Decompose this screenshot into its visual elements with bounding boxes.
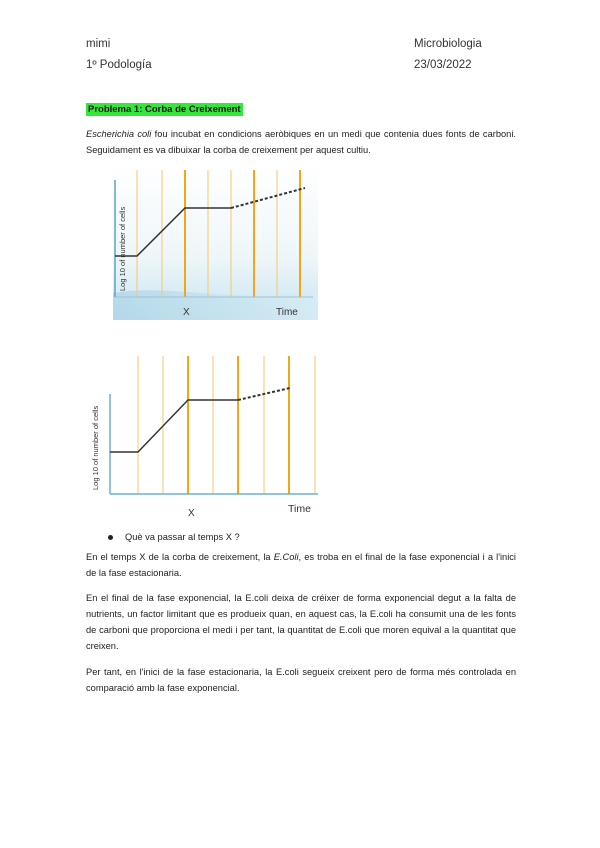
author-name: mimi xyxy=(86,38,111,50)
answer-p1-organism: E.Coli xyxy=(273,552,299,562)
problem-title: Problema 1: Corba de Creixement xyxy=(88,104,241,115)
course-name: 1º Podología xyxy=(86,59,152,71)
bullet-icon xyxy=(108,535,113,540)
growth-curve-figure-2 xyxy=(88,354,328,522)
figure-2-x-label: Time xyxy=(288,503,311,515)
figure-2-x-mark: X xyxy=(188,508,195,519)
answer-p1-start: En el temps X de la corba de creixement, la xyxy=(86,552,274,562)
answer-paragraph-1 xyxy=(86,549,516,581)
problem-intro xyxy=(86,126,516,158)
question-text: Què va passar al temps X ? xyxy=(125,532,240,542)
figure-1-x-label: Time xyxy=(276,307,298,318)
figure-1-y-label: Log 10 of number of cells xyxy=(118,206,127,291)
answer-paragraph-2: En el final de la fase exponencial, la E.coli deixa de créixer de forma exponencial degut a la falta de nutrients, un factor limitant que es produeix quan, en aquest cas, la E.coli ha consumit una de les fonts de carboni que proporciona el medi i per tant, la quantitat de E.coli que moren equival a la quantitat que creixen. xyxy=(86,593,516,651)
figure-2-y-label: Log 10 of number of cells xyxy=(91,405,100,490)
answer-paragraph-3: Per tant, en l'inici de la fase estacionaria, la E.coli segueix creixent pero de forma més controlada en comparació amb la fase exponencial. xyxy=(86,667,516,693)
question-item xyxy=(108,532,240,542)
subject-name: Microbiologia xyxy=(414,38,482,50)
document-date: 23/03/2022 xyxy=(414,59,472,71)
organism-name: Escherichia coli xyxy=(86,129,152,139)
figure-1-x-mark: X xyxy=(183,307,190,318)
growth-curve-figure-1 xyxy=(113,165,318,320)
answer-p1-end: , es troba en el final de la fase exponencial i a l'inici de la fase estacionaria. xyxy=(86,552,516,578)
intro-text: fou incubat en condicions aeròbiques en un medi que contenia dues fonts de carboni. Seguidament es va dibuixar la corba de creixement per aquest cultiu. xyxy=(86,129,516,155)
figure-2-background xyxy=(88,354,328,522)
